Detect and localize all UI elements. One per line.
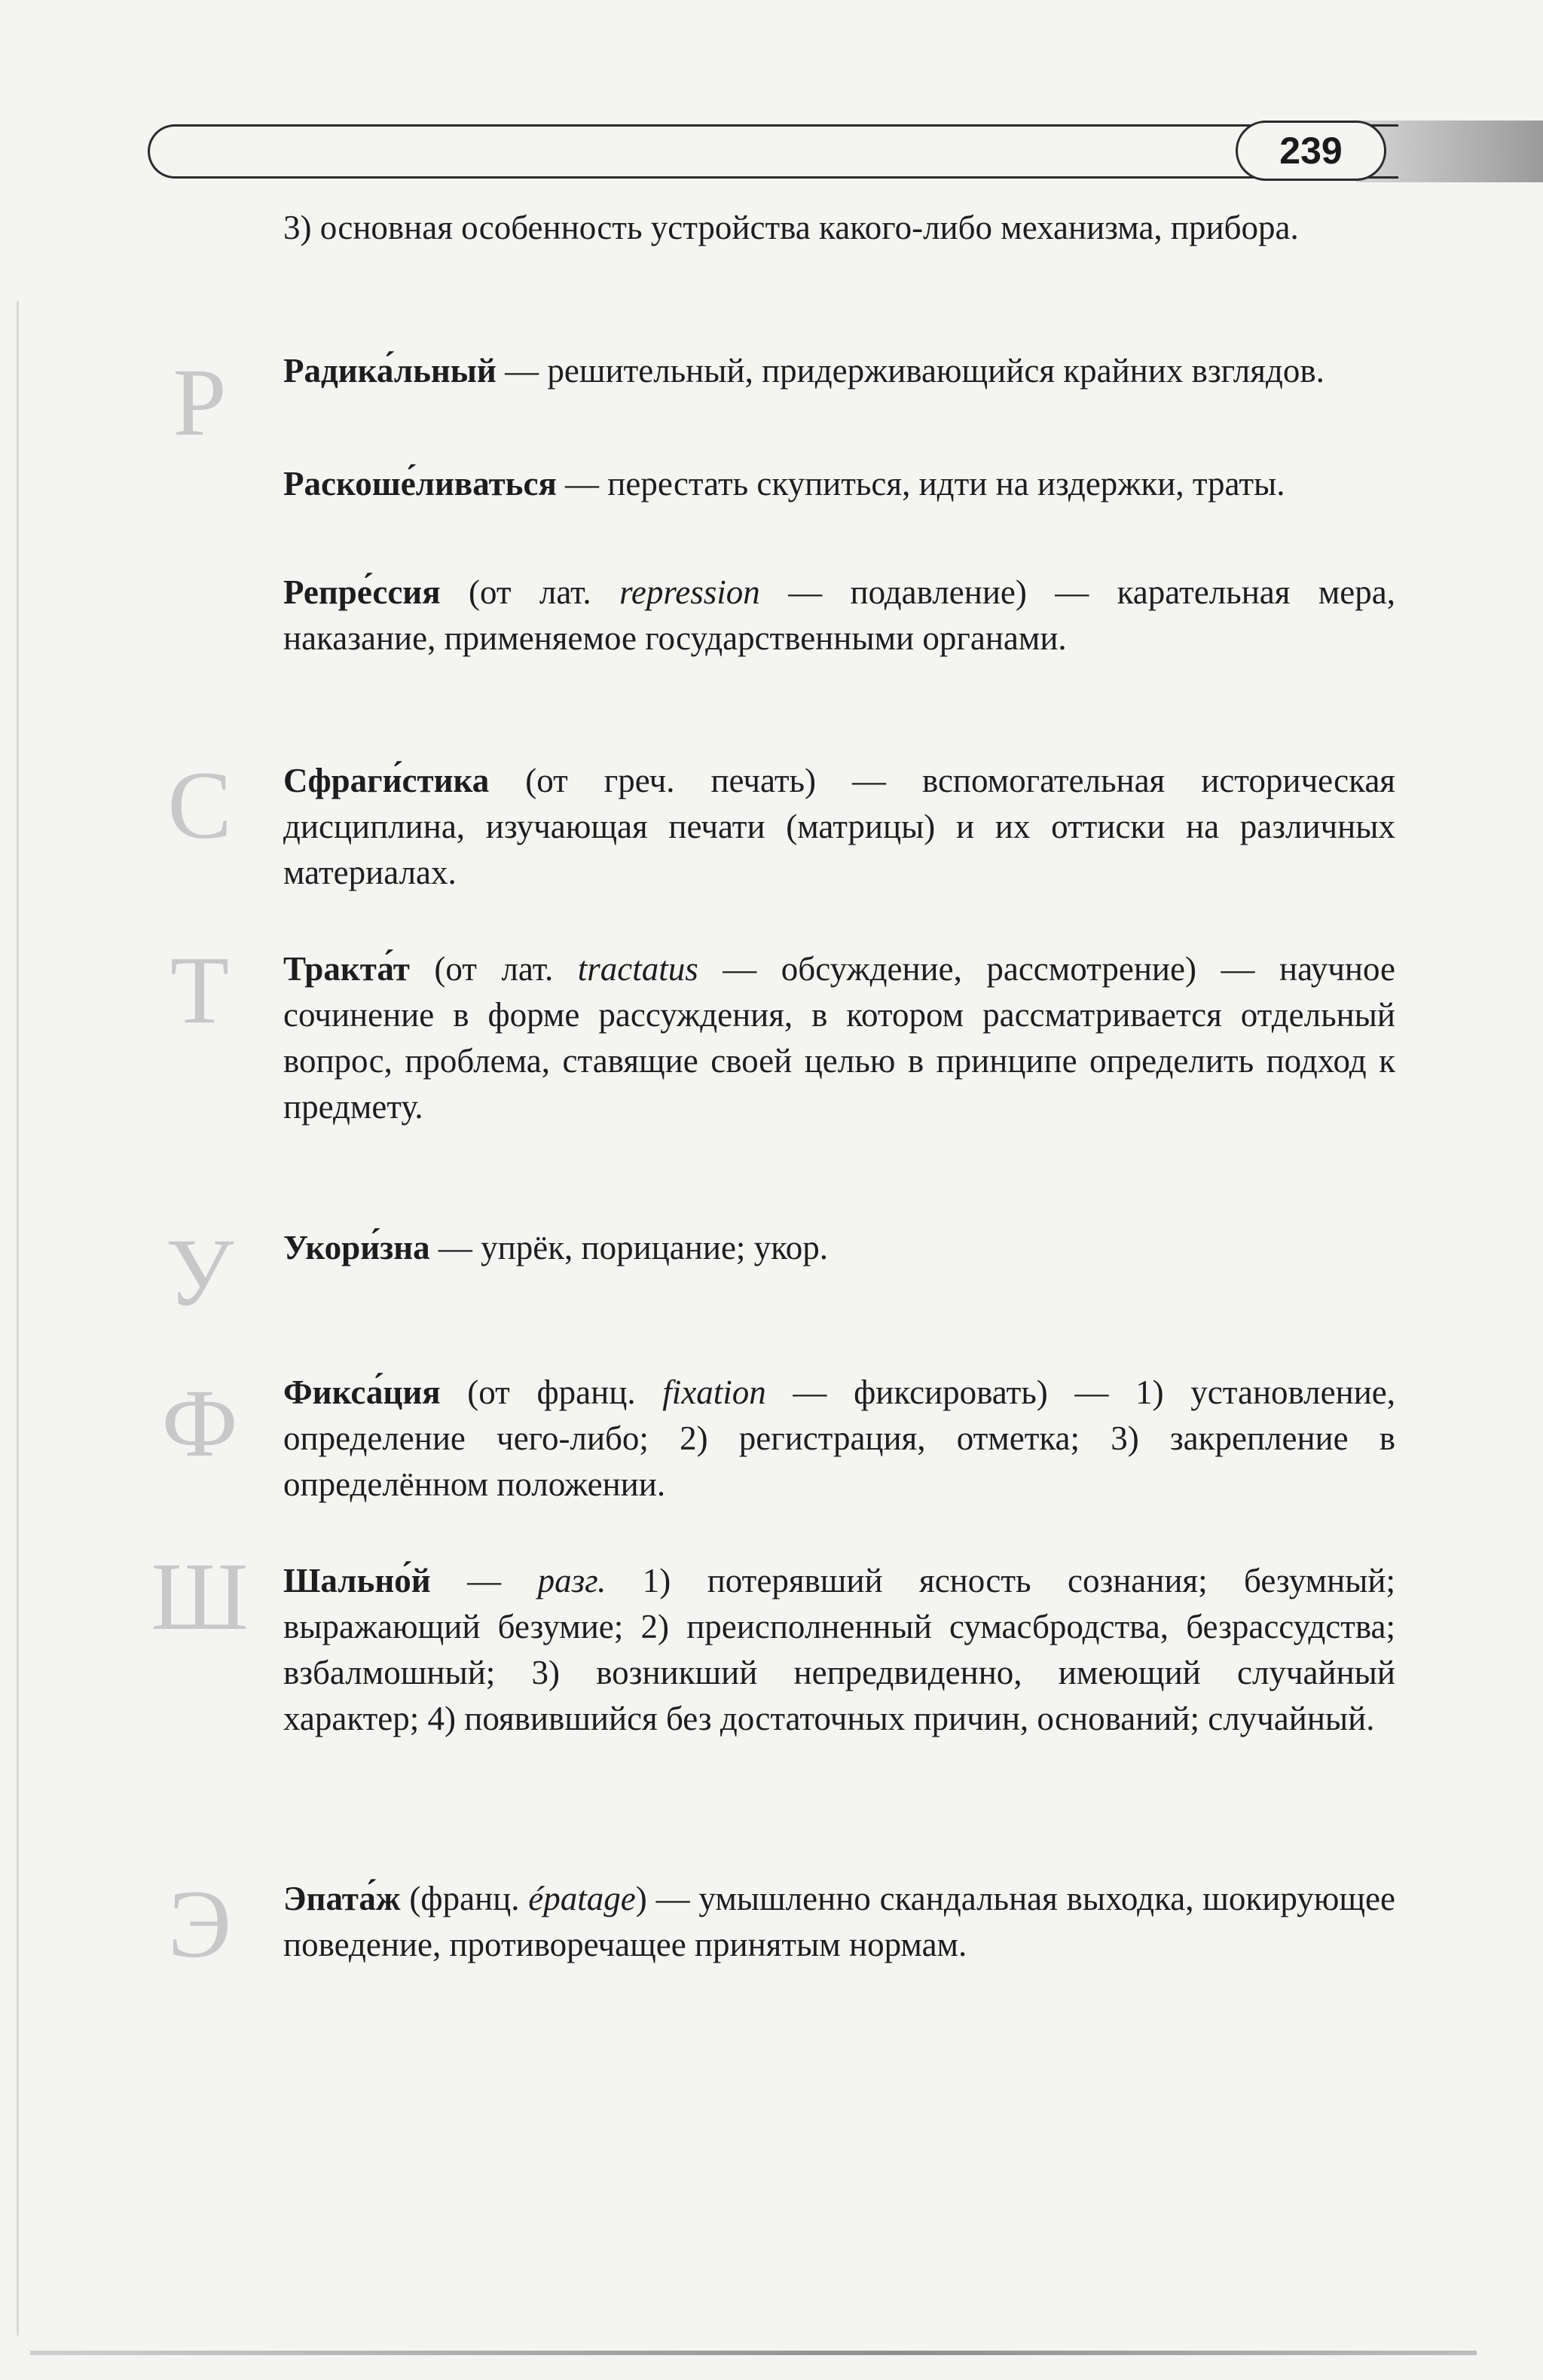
entry-prefix: — — [430, 1562, 538, 1599]
entry-prefix: (от лат. — [440, 573, 620, 611]
entry-epatazh — [283, 1876, 1395, 1968]
entry-definition: ) — умышленно скандальная выходка, шокирующее поведение, противоречащее принятым нормам. — [283, 1880, 1396, 1963]
entry-term: Укори́зна — [283, 1229, 430, 1266]
entry-prefix: (от лат. — [409, 950, 578, 988]
entry-term: Шально́й — [283, 1562, 431, 1599]
entry-continuation — [283, 205, 1395, 251]
entry-definition: 1) потерявший ясность сознания; безумный; выражающий безумие; 2) преисполненный сумасбродства, безрассудства; взбалмошный; 3) возникший непредвиденно, имеющий случайный характер; 4) появившийся без достаточных причин, оснований; случайный. — [283, 1562, 1395, 1737]
entry-foreign-word: repression — [619, 573, 760, 611]
entry-shalnoy — [283, 1558, 1395, 1742]
entry-term: Тракта́т — [283, 950, 410, 988]
bottom-page-edge — [30, 2351, 1477, 2355]
margin-letter-r: Р — [173, 349, 227, 456]
entry-foreign-word: épatage — [528, 1880, 636, 1917]
entry-term: Репре́ссия — [283, 573, 441, 611]
entry-term: Радика́льный — [283, 352, 497, 390]
entry-fiksatsiya — [283, 1370, 1395, 1508]
header-bar — [148, 124, 1398, 179]
entry-text: 3) основная особенность устройства какого-либо механизма, прибора. — [283, 209, 1299, 246]
margin-letter-t: Т — [170, 936, 230, 1043]
entry-definition: — обсуждение, рассмотрение) — научное сочинение в форме рассуждения, в котором рассматривается отдельный вопрос, проблема, ставящие своей целью в принципе определить подход к предмету. — [283, 950, 1395, 1126]
page-number: 239 — [1279, 130, 1343, 172]
entry-definition: (от греч. печать) — вспомогательная историческая дисциплина, изучающая печати (матрицы) и их оттиски на различных материалах. — [283, 762, 1395, 891]
margin-letter-u: У — [165, 1219, 234, 1326]
entry-definition: — фиксировать) — 1) установление, определение чего-либо; 2) регистрация, отметка; 3) закрепление в определённом положении. — [283, 1373, 1395, 1503]
entry-repressiya — [283, 570, 1395, 661]
entry-prefix: (от франц. — [440, 1373, 663, 1411]
entry-usage-label: разг. — [537, 1562, 607, 1599]
margin-letter-sh: Ш — [151, 1543, 249, 1650]
entry-definition: — решительный, придерживающийся крайних взглядов. — [496, 352, 1325, 390]
margin-letter-e: Э — [167, 1871, 232, 1978]
entry-term: Раскоше́ливаться — [283, 465, 557, 503]
entry-term: Фикса́ция — [283, 1373, 441, 1411]
left-margin-rule — [17, 301, 19, 2336]
entry-term: Сфраги́стика — [283, 762, 490, 799]
entry-foreign-word: tractatus — [577, 950, 698, 988]
entry-ukorizna — [283, 1225, 1395, 1271]
entry-traktat — [283, 946, 1395, 1130]
margin-letter-f: Ф — [161, 1370, 238, 1477]
entry-definition: — подавление) — карательная мера, наказание, применяемое государственными органами. — [283, 573, 1396, 657]
entry-term: Эпата́ж — [283, 1880, 401, 1917]
entry-raskoshelivatsya — [283, 461, 1395, 507]
entry-foreign-word: fixation — [662, 1373, 766, 1411]
entry-radikalny — [283, 348, 1395, 394]
entry-definition: — перестать скупиться, идти на издержки, траты. — [556, 465, 1285, 503]
entry-prefix: (франц. — [400, 1880, 529, 1917]
page-number-box — [1236, 121, 1386, 181]
entry-definition: — упрёк, порицание; укор. — [429, 1229, 828, 1266]
margin-letter-s: С — [167, 752, 232, 859]
entry-sfragistika — [283, 758, 1395, 896]
